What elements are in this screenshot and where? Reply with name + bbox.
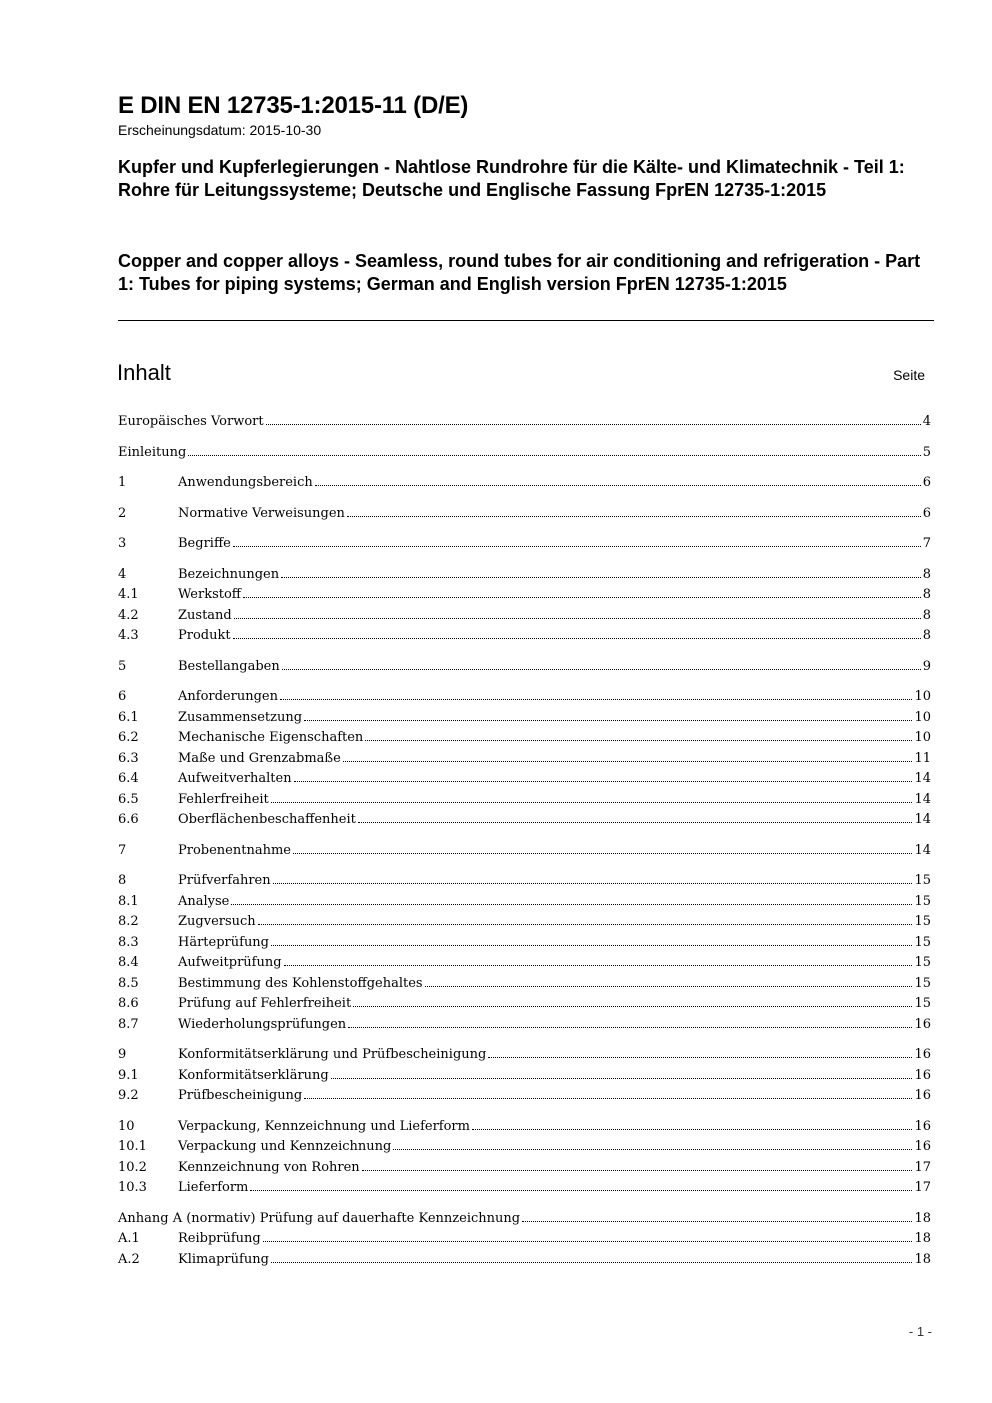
toc-entry-page: 8 (922, 587, 931, 602)
toc-entry-title: Produkt (178, 628, 231, 643)
toc-entry-number: 7 (118, 842, 127, 858)
toc-entry-page: 15 (914, 955, 931, 970)
toc-entry-title: Kennzeichnung von Rohren (178, 1159, 360, 1175)
toc-entry-number: 6.5 (118, 791, 139, 807)
toc-leader-dots (358, 822, 913, 823)
toc-entry-page: 6 (922, 505, 931, 521)
toc-leader-dots (304, 720, 912, 721)
toc-entry-page: 10 (914, 730, 931, 745)
toc-entry-number: A.2 (118, 1251, 140, 1267)
toc-entry-page: 15 (914, 975, 931, 991)
toc-entry-number: 8.3 (118, 934, 139, 950)
toc-entry-number: 8 (118, 873, 127, 888)
toc-entry-page: 18 (914, 1231, 931, 1246)
toc-entry[interactable] (118, 912, 931, 933)
toc-entry-title: Aufweitprüfung (178, 955, 282, 970)
toc-entry[interactable] (118, 1229, 931, 1250)
toc-entry-title: Zusammensetzung (178, 709, 303, 725)
toc-entry-page: 14 (914, 842, 931, 858)
toc-entry[interactable] (118, 1045, 931, 1066)
toc-entry-number: 8.6 (118, 996, 139, 1011)
toc-entry-number: 8.1 (118, 893, 139, 909)
toc-entry-page: 14 (914, 812, 931, 827)
table-of-contents (118, 412, 931, 1270)
toc-leader-dots (522, 1221, 912, 1222)
toc-entry-page: 8 (922, 566, 931, 582)
toc-entry[interactable] (118, 708, 931, 729)
toc-entry[interactable] (118, 841, 931, 862)
toc-entry-page: 16 (914, 1139, 931, 1154)
toc-entry-page: 15 (914, 996, 931, 1011)
toc-leader-dots (304, 1098, 912, 1099)
toc-entry[interactable] (118, 504, 931, 525)
toc-entry-title: Lieferform (178, 1180, 249, 1195)
toc-entry-title: Prüfverfahren (178, 873, 271, 888)
toc-entry-number: 5 (118, 658, 127, 674)
toc-entry-page: 4 (922, 414, 931, 429)
toc-entry[interactable] (118, 1117, 931, 1138)
toc-entry-number: 9.2 (118, 1088, 139, 1103)
toc-entry[interactable] (118, 473, 931, 494)
toc-leader-dots (188, 455, 920, 456)
toc-entry[interactable] (118, 534, 931, 555)
toc-entry-number: 4.2 (118, 607, 139, 623)
toc-entry-page: 16 (914, 1067, 931, 1083)
toc-entry-page: 7 (922, 536, 931, 551)
toc-entry-page: 16 (914, 1047, 931, 1062)
toc-entry[interactable] (118, 1209, 931, 1230)
toc-entry[interactable] (118, 606, 931, 627)
toc-entry[interactable] (118, 933, 931, 954)
toc-leader-dots (293, 853, 912, 854)
toc-entry-title: Bestellangaben (178, 658, 280, 674)
toc-entry-title: Prüfung auf Fehlerfreiheit (178, 996, 352, 1011)
toc-entry-page: 14 (914, 771, 931, 786)
toc-leader-dots (315, 485, 921, 486)
toc-entry-page: 16 (914, 1016, 931, 1032)
toc-leader-dots (273, 883, 913, 884)
toc-entry[interactable] (118, 687, 931, 708)
toc-entry-title: Härteprüfung (178, 934, 270, 950)
toc-entry-page: 11 (914, 750, 931, 766)
toc-entry[interactable] (118, 1250, 931, 1271)
toc-entry[interactable] (118, 871, 931, 892)
toc-entry-title: Klimaprüfung (178, 1251, 269, 1267)
title-english: Copper and copper alloys - Seamless, round tubes for air conditioning and refrigeration - Part 1: Tubes for piping systems; German and English version FprEN 12735-1:2015 (118, 251, 921, 294)
toc-entry-title: Werkstoff (178, 587, 242, 602)
toc-entry-number: 8.4 (118, 955, 139, 970)
toc-entry-page: 16 (914, 1118, 931, 1134)
toc-entry-title: Konformitätserklärung und Prüfbescheinigung (178, 1047, 487, 1062)
toc-entry-title: Verpackung und Kennzeichnung (178, 1139, 392, 1154)
toc-entry-number: 4.3 (118, 628, 139, 643)
toc-entry-number: A.1 (118, 1231, 140, 1246)
toc-entry-title: Bestimmung des Kohlenstoffgehaltes (178, 975, 423, 991)
toc-entry-page: 9 (922, 658, 931, 674)
toc-leader-dots (393, 1149, 912, 1150)
toc-entry[interactable] (118, 810, 931, 831)
toc-entry[interactable] (118, 657, 931, 678)
toc-entry[interactable] (118, 1158, 931, 1179)
toc-entry[interactable] (118, 749, 931, 770)
toc-leader-dots (233, 546, 921, 547)
toc-entry-page: 17 (914, 1180, 931, 1195)
toc-entry[interactable] (118, 443, 931, 464)
header-divider (118, 320, 934, 321)
toc-heading: Inhalt (117, 360, 171, 385)
toc-leader-dots (280, 699, 912, 700)
toc-entry-number: 9 (118, 1047, 127, 1062)
toc-entry-number: 8.2 (118, 914, 139, 929)
toc-entry-title: Anforderungen (178, 689, 278, 704)
toc-entry-title: Begriffe (178, 536, 231, 551)
toc-entry-number: 9.1 (118, 1067, 139, 1083)
toc-leader-dots (347, 516, 921, 517)
toc-entry-title: Anwendungsbereich (178, 475, 313, 490)
toc-entry-number: 10 (118, 1118, 135, 1134)
toc-entry-title: Oberflächenbeschaffenheit (178, 812, 356, 827)
toc-entry-title: Zugversuch (178, 914, 256, 929)
toc-entry-title: Konformitätserklärung (178, 1067, 329, 1083)
toc-entry[interactable] (118, 626, 931, 647)
toc-entry[interactable] (118, 790, 931, 811)
toc-entry-page: 6 (922, 475, 931, 490)
toc-entry-page: 15 (914, 873, 931, 888)
document-id: E DIN EN 12735-1:2015-11 (D/E) (118, 92, 469, 119)
toc-entry-page: 10 (914, 709, 931, 725)
toc-leader-dots (353, 1006, 912, 1007)
toc-entry-number: 1 (118, 475, 127, 490)
toc-entry[interactable] (118, 728, 931, 749)
toc-leader-dots (250, 1190, 912, 1191)
toc-entry-title: Probenentnahme (178, 842, 291, 858)
toc-entry-number: 8.5 (118, 975, 139, 991)
toc-entry[interactable] (118, 585, 931, 606)
toc-entry-number: 10.2 (118, 1159, 147, 1175)
toc-leader-dots (343, 761, 913, 762)
toc-entry-page: 15 (914, 914, 931, 929)
toc-entry-title: Bezeichnungen (178, 566, 280, 582)
toc-entry-title: Verpackung, Kennzeichnung und Lieferform (178, 1118, 470, 1134)
toc-entry[interactable] (118, 1015, 931, 1036)
toc-entry-title: Normative Verweisungen (178, 505, 345, 521)
toc-entry-page: 15 (914, 893, 931, 909)
toc-leader-dots (258, 924, 913, 925)
toc-entry-number: 6.2 (118, 730, 139, 745)
toc-leader-dots (348, 1027, 912, 1028)
toc-entry-title: Maße und Grenzabmaße (178, 750, 341, 766)
toc-entry-title: Fehlerfreiheit (178, 791, 269, 807)
toc-entry-number: 6.4 (118, 771, 139, 786)
toc-entry-page: 14 (914, 791, 931, 807)
toc-leader-dots (281, 577, 921, 578)
toc-leader-dots (233, 638, 921, 639)
toc-entry-title: Aufweitverhalten (178, 771, 292, 786)
toc-entry-title: Wiederholungsprüfungen (178, 1016, 347, 1032)
toc-entry[interactable] (118, 412, 931, 433)
toc-entry-page: 5 (922, 444, 931, 460)
toc-entry[interactable] (118, 565, 931, 586)
toc-entry[interactable] (118, 1086, 931, 1107)
toc-entry-title: Anhang A (normativ) Prüfung auf dauerhafte Kennzeichnung (118, 1210, 521, 1226)
toc-leader-dots (331, 1078, 913, 1079)
toc-entry-number: 6 (118, 689, 127, 704)
toc-entry[interactable] (118, 1178, 931, 1199)
toc-leader-dots (425, 986, 913, 987)
toc-entry-page: 17 (914, 1159, 931, 1175)
toc-entry-number: 3 (118, 536, 127, 551)
toc-entry-page: 8 (922, 628, 931, 643)
toc-leader-dots (231, 904, 912, 905)
toc-entry[interactable] (118, 892, 931, 913)
toc-leader-dots (294, 781, 913, 782)
toc-entry-title: Mechanische Eigenschaften (178, 730, 364, 745)
toc-entry-title: Zustand (178, 607, 232, 623)
toc-entry-number: 10.1 (118, 1139, 147, 1154)
toc-leader-dots (263, 1241, 913, 1242)
toc-entry[interactable] (118, 1137, 931, 1158)
toc-entry-page: 18 (914, 1251, 931, 1267)
toc-entry-page: 10 (914, 689, 931, 704)
publication-date: Erscheinungsdatum: 2015-10-30 (118, 122, 322, 138)
toc-entry-number: 8.7 (118, 1016, 139, 1032)
toc-leader-dots (234, 618, 921, 619)
toc-entry-title: Einleitung (118, 444, 187, 460)
toc-leader-dots (271, 802, 913, 803)
toc-entry-number: 6.6 (118, 812, 139, 827)
footer-page-number: - 1 - (908, 1324, 932, 1339)
toc-entry-title: Reibprüfung (178, 1231, 261, 1246)
toc-entry[interactable] (118, 1066, 931, 1087)
toc-page-column-label: Seite (893, 367, 925, 383)
toc-leader-dots (362, 1170, 913, 1171)
toc-entry-page: 15 (914, 934, 931, 950)
toc-entry-page: 16 (914, 1088, 931, 1103)
toc-entry[interactable] (118, 974, 931, 995)
toc-leader-dots (243, 597, 921, 598)
toc-entry[interactable] (118, 994, 931, 1015)
toc-entry-title: Prüfbescheinigung (178, 1088, 303, 1103)
toc-leader-dots (284, 965, 913, 966)
toc-entry-number: 10.3 (118, 1180, 147, 1195)
toc-entry-number: 4 (118, 566, 127, 582)
toc-leader-dots (472, 1129, 912, 1130)
toc-leader-dots (271, 945, 912, 946)
toc-entry-title: Europäisches Vorwort (118, 414, 264, 429)
toc-entry-number: 4.1 (118, 587, 139, 602)
toc-leader-dots (266, 424, 921, 425)
toc-leader-dots (271, 1262, 913, 1263)
toc-leader-dots (365, 740, 912, 741)
toc-entry-number: 6.1 (118, 709, 139, 725)
toc-entry[interactable] (118, 769, 931, 790)
toc-entry-number: 2 (118, 505, 127, 521)
toc-entry-title: Analyse (178, 893, 230, 909)
title-german: Kupfer und Kupferlegierungen - Nahtlose Rundrohre für die Kälte- und Klimatechnik - Teil 1: Rohre für Leitungssysteme; Deutsche und Englische Fassung FprEN 12735-1:2015 (118, 157, 905, 200)
toc-entry-page: 18 (914, 1210, 931, 1226)
toc-entry-number: 6.3 (118, 750, 139, 766)
toc-entry-page: 8 (922, 607, 931, 623)
toc-leader-dots (282, 669, 921, 670)
toc-entry[interactable] (118, 953, 931, 974)
toc-leader-dots (488, 1057, 912, 1058)
